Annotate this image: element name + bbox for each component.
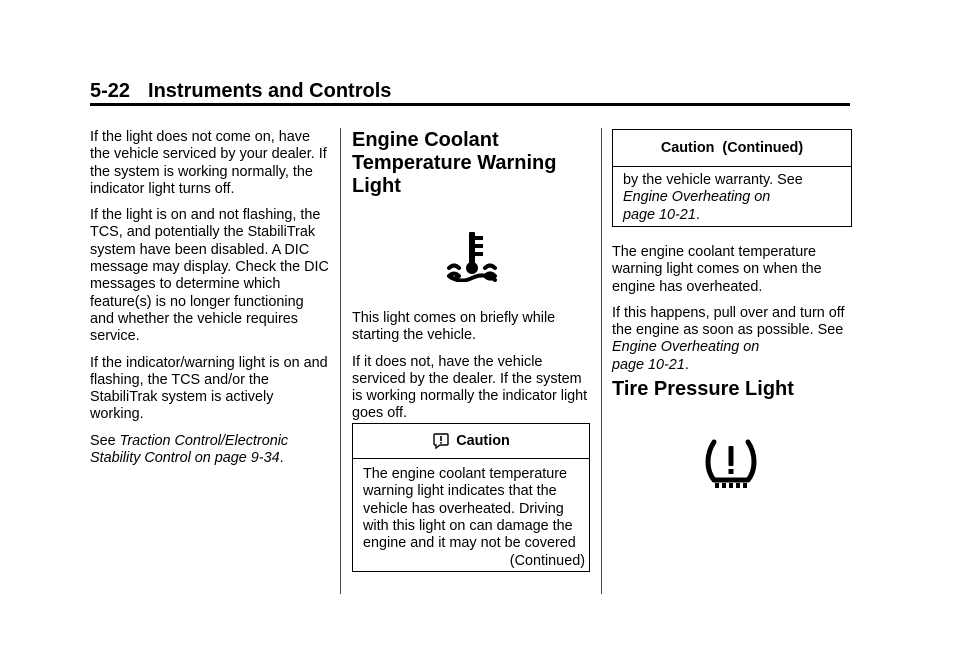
paragraph: If the light does not come on, have the vehicle serviced by your dealer. If the system is working normally, the indicator light turns off. bbox=[90, 129, 327, 197]
column-1 bbox=[90, 129, 330, 476]
ref-line: Engine Overheating on bbox=[612, 339, 760, 356]
tire-pressure-heading: Tire Pressure Light bbox=[612, 378, 794, 400]
text: If this happens, pull over and turn off the engine as soon as possible. See bbox=[612, 304, 845, 339]
text: . bbox=[695, 206, 700, 223]
continued-label: (Continued) bbox=[509, 553, 585, 570]
heading-line: Temperature Warning bbox=[352, 152, 557, 174]
col3-body bbox=[612, 244, 852, 383]
text: . bbox=[684, 356, 689, 373]
heading-line: Engine Coolant bbox=[352, 129, 499, 151]
cross-reference-link[interactable]: Traction Control/Electronic Stability Control on page 9-34 bbox=[90, 432, 289, 467]
paragraph: This light comes on briefly while starting the vehicle. bbox=[352, 310, 556, 344]
page-number: 5-22 bbox=[90, 80, 131, 102]
ref-line: Engine Overheating on bbox=[623, 189, 771, 206]
caution-box bbox=[352, 423, 590, 572]
coolant-temperature-icon bbox=[446, 230, 498, 282]
caution-icon bbox=[432, 432, 450, 450]
column-divider bbox=[601, 128, 602, 594]
ref-line: page 10-21 bbox=[623, 206, 696, 223]
ref-line: page 10-21 bbox=[612, 356, 685, 373]
text: . bbox=[279, 450, 284, 467]
paragraph bbox=[612, 305, 852, 374]
tire-pressure-icon bbox=[704, 434, 758, 490]
paragraph: If the light is on and not flashing, the TCS, and potentially the StabiliTrak system have been disabled. A DIC message may display. Check the DIC messages to determine which feature(s) is no longer functioning and whether the vehicle requires service. bbox=[90, 207, 329, 345]
caution-continued-box bbox=[612, 129, 852, 227]
heading-line: Light bbox=[352, 175, 401, 197]
coolant-body bbox=[352, 310, 590, 432]
paragraph: The engine coolant temperature warning light comes on when the engine has overheated. bbox=[612, 244, 822, 295]
paragraph: If it does not, have the vehicle serviced by the dealer. If the system is working normally the indicator light goes off. bbox=[352, 353, 588, 422]
coolant-warning-heading bbox=[352, 129, 590, 198]
caution-body: The engine coolant temperature warning light indicates that the vehicle has overheated. Driving with this light on can damage the engine and it may not be covered bbox=[363, 466, 576, 552]
caution-title: Caution bbox=[456, 433, 510, 449]
header-rule bbox=[90, 103, 850, 106]
page-header bbox=[90, 80, 850, 103]
caution-continued-header: Caution (Continued) bbox=[613, 130, 851, 167]
text: by the vehicle warranty. See bbox=[623, 172, 803, 188]
caution-header bbox=[353, 424, 589, 459]
paragraph: If the indicator/warning light is on and flashing, the TCS and/or the StabiliTrak system is actively working. bbox=[90, 354, 328, 423]
column-divider bbox=[340, 128, 341, 594]
text: See bbox=[90, 432, 120, 449]
section-title: Instruments and Controls bbox=[148, 80, 392, 102]
paragraph bbox=[90, 433, 330, 468]
caution-continued-body bbox=[613, 167, 851, 224]
